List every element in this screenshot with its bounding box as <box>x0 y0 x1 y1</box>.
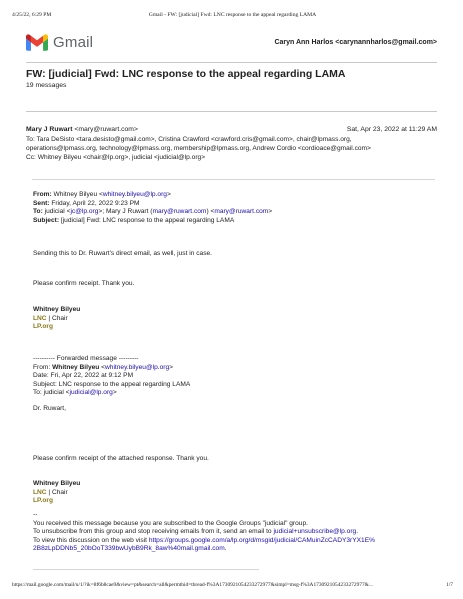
print-date: 4/25/22, 6:29 PM <box>12 12 52 18</box>
signature-name: Whitney Bilyeu <box>33 480 81 487</box>
forward-header <box>33 191 433 225</box>
fwd-subject: Subject: [judicial] Fwd: LNC response to the appeal regarding LAMA <box>33 216 235 224</box>
message-date: Sat, Apr 23, 2022 at 11:29 AM <box>346 126 437 133</box>
signature <box>33 480 433 506</box>
account-label: Caryn Ann Harlos <carynannharlos@gmail.com> <box>274 39 437 46</box>
email-link[interactable]: jc@lp.org <box>70 208 99 216</box>
groups-footer <box>33 511 433 554</box>
divider <box>26 62 437 63</box>
discussion-link[interactable]: https://groups.google.com/a/lp.org/d/msgid/judicial/CAMuinZcCADY3rYX1E% <box>148 536 375 544</box>
email-link[interactable]: judicial@lp.org <box>69 389 113 397</box>
signature-site-link[interactable]: LP.org <box>33 323 54 331</box>
message-from <box>26 126 437 133</box>
fwd2-subject: Subject: LNC response to the appeal regarding LAMA <box>33 380 191 388</box>
fwd-to: To: judicial <jc@lp.org>; Mary J Ruwart (mary@ruwart.com) <mary@ruwart.com> <box>33 208 273 216</box>
body-text: Sending this to Dr. Ruwart's direct email, as well, just in case. <box>33 250 212 257</box>
fwd2-date: Date: Fri, Apr 22, 2022 at 9:12 PM <box>33 372 134 380</box>
signature-site-link[interactable]: LP.org <box>33 497 54 505</box>
unsubscribe-link[interactable]: judicial+unsubscribe@lp.org <box>273 528 357 536</box>
to-line: To: Tara DeSisto <tara.desisto@gmail.com>, Cristina Crawford <crawford.cris@gmail.com>, chair@lpmass.org, <box>26 136 352 143</box>
email-link[interactable]: whitney.bilyeu@lp.org <box>102 191 167 198</box>
fwd2-from: From: Whitney Bilyeu <whitney.bilyeu@lp.org> <box>33 363 173 371</box>
signature-role: LNC | Chair <box>33 314 68 322</box>
page-number: 1/7 <box>446 582 453 588</box>
signature-role: LNC | Chair <box>33 488 68 496</box>
fwd-sent: Sent: Friday, April 22, 2022 9:23 PM <box>33 199 140 207</box>
body-text: Please confirm receipt. Thank you. <box>33 280 135 287</box>
body-greeting: Dr. Ruwart, <box>33 405 66 412</box>
forwarded-message <box>33 355 433 398</box>
print-title: Gmail - FW: [judicial] Fwd: LNC response to the appeal regarding LAMA <box>148 12 317 18</box>
discussion-link[interactable]: 2B8zLpDDNb5_20bOoT339bwUybB9Rk_8aw%40mail.gmail.com <box>33 545 225 553</box>
email-link[interactable]: mary@ruwart.com <box>152 208 207 216</box>
sender-email: <mary@ruwart.com> <box>74 126 138 133</box>
gmail-brand: Gmail <box>53 34 94 51</box>
footer-line: 2B8zLpDDNb5_20bOoT339bwUybB9Rk_8aw%40mail.gmail.com. <box>33 545 227 553</box>
footer-separator: -- <box>33 511 38 518</box>
fwd2-to: To: judicial <judicial@lp.org> <box>33 389 117 397</box>
thread-title: FW: [judicial] Fwd: LNC response to the appeal regarding LAMA <box>26 68 346 80</box>
divider <box>26 111 437 112</box>
body-text: Please confirm receipt of the attached response. Thank you. <box>33 455 209 462</box>
footer-line: To unsubscribe from this group and stop receiving emails from it, send an email to judicial+unsubscribe@lp.org. <box>33 528 359 536</box>
quote-divider <box>32 179 435 180</box>
print-header <box>12 12 453 22</box>
footer-line: You received this message because you are subscribed to the Google Groups "judicial" group. <box>33 519 308 527</box>
print-footer <box>12 582 453 592</box>
email-link[interactable]: whitney.bilyeu@lp.org <box>105 363 170 371</box>
sender-name: Mary J Ruwart <box>26 126 73 133</box>
gmail-header <box>26 32 437 56</box>
message-count: 19 messages <box>26 82 67 89</box>
email-link[interactable]: mary@ruwart.com <box>214 208 269 216</box>
to-line: operations@lpmass.org, technology@lpmass.org, membership@lpmass.org, Andrew Cordio <cordioace@gmail.com> <box>26 145 371 152</box>
fwd-from: From: Whitney Bilyeu <whitney.bilyeu@lp.org> <box>33 191 171 198</box>
footer-divider <box>33 569 259 570</box>
recipients <box>26 135 433 162</box>
cc-line: Cc: Whitney Bilyeu <chair@lp.org>, judicial <judicial@lp.org> <box>26 154 206 161</box>
signature-name: Whitney Bilyeu <box>33 306 81 313</box>
signature <box>33 306 433 332</box>
print-url: https://mail.google.com/mail/u/1/?ik=8f6b8cae9&view=pt&search=all&permthid=thread-f%3A1730921054233272977&simpl=msg-f%3A1730921054233272977&... <box>12 582 373 588</box>
forward-separator: ---------- Forwarded message --------- <box>33 355 139 362</box>
gmail-logo-icon[interactable] <box>26 34 48 51</box>
footer-line: To view this discussion on the web visit https://groups.google.com/a/lp.org/d/msgid/judicial/CAMuinZcCADY3rYX1E% <box>33 536 375 544</box>
